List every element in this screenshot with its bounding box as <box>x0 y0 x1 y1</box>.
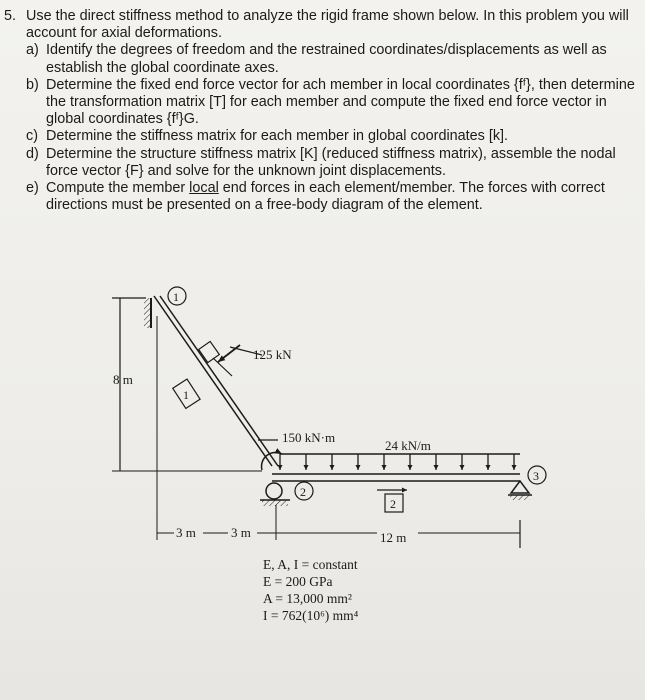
node-label-3 <box>528 466 546 484</box>
part-label: c) <box>26 128 38 145</box>
part-label: d) <box>26 145 39 162</box>
material-properties <box>263 556 358 624</box>
member-2 <box>272 474 520 481</box>
height-dim-label: 8 m <box>113 372 133 387</box>
part-label: b) <box>26 76 39 93</box>
dim-b-label: 3 m <box>231 525 251 540</box>
part-text: Identify the degrees of freedom and the restrained coordinates/displacements as well as establish the global coordinate axes. <box>46 42 607 76</box>
svg-text:2: 2 <box>300 485 306 499</box>
part-text-underlined: local <box>189 180 219 197</box>
svg-text:1: 1 <box>183 388 189 402</box>
property-line: E = 200 GPa <box>263 574 333 589</box>
distributed-load <box>280 454 520 470</box>
svg-text:1: 1 <box>173 290 179 304</box>
part-text: Determine the structure stiffness matrix [K] (reduced stiffness matrix), assemble the nodal force vector {F} and solve for the unknown joint displacements. <box>46 145 616 179</box>
property-line: I = 762(10⁶) mm⁴ <box>263 608 359 623</box>
part-text: Determine the stiffness matrix for each member in global coordinates [k]. <box>46 128 509 145</box>
moment-label: 150 kN·m <box>282 430 336 445</box>
point-load-label: 125 kN <box>253 347 292 362</box>
svg-text:3: 3 <box>533 469 539 483</box>
pin-support-2 <box>260 483 290 506</box>
svg-text:2: 2 <box>390 497 396 511</box>
node-label-1 <box>168 287 186 305</box>
part-label: e) <box>26 180 39 197</box>
node-label-2 <box>295 482 313 500</box>
property-line: E, A, I = constant <box>263 557 358 572</box>
fixed-support <box>144 298 151 328</box>
part-text-before: Compute the member <box>46 180 190 197</box>
part-text: Determine the fixed end force vector for ach member in local coordinates {fᶠ}, then determine the transformation matrix [T] for each member and compute the fixed end force vector in global coordinates {fᶠ}G. <box>46 76 635 128</box>
roller-support-3 <box>508 481 532 500</box>
problem-intro: Use the direct stiffness method to analyze the rigid frame shown below. In this problem you will account for axial deformations. <box>26 8 629 42</box>
problem-number: 5. <box>4 8 17 24</box>
member-label-2 <box>377 490 407 512</box>
property-line: A = 13,000 mm² <box>263 591 352 606</box>
horizontal-dimensions <box>157 316 520 548</box>
dim-c-label: 12 m <box>380 530 407 545</box>
member-label-1 <box>173 379 200 408</box>
part-text-after: end forces in each element/member. The forces with correct directions must be presented on a free-body diagram of the element. <box>46 180 605 214</box>
distributed-load-label: 24 kN/m <box>385 438 431 453</box>
height-dimension <box>112 298 262 471</box>
part-label: a) <box>26 42 39 59</box>
dim-a-label: 3 m <box>176 525 196 540</box>
